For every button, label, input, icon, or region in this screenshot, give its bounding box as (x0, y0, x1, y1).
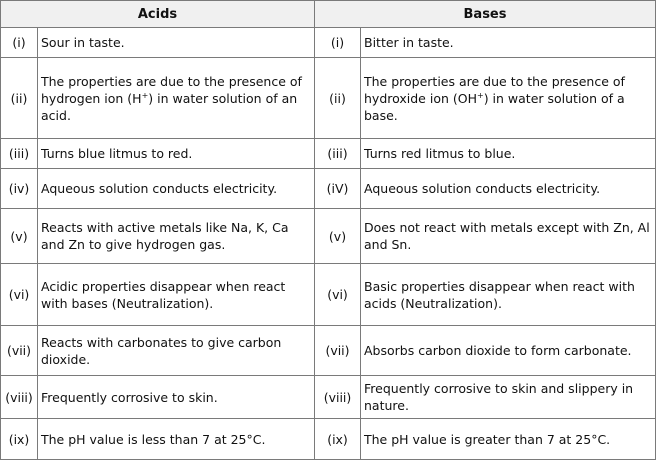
bases-header: Bases (315, 1, 656, 28)
acid-row-number: (ix) (1, 419, 38, 460)
base-row-number: (vi) (315, 264, 361, 326)
base-row-number: (iii) (315, 139, 361, 169)
acid-row-number: (viii) (1, 376, 38, 419)
base-property: Does not react with metals except with Zn, Al and Sn. (361, 209, 656, 264)
acid-row-number: (v) (1, 209, 38, 264)
acid-property: Frequently corrosive to skin. (38, 376, 315, 419)
base-property: Bitter in taste. (361, 28, 656, 58)
acid-property: Aqueous solution conducts electricity. (38, 169, 315, 209)
acid-row-number: (vi) (1, 264, 38, 326)
acid-property: Reacts with carbonates to give carbon dioxide. (38, 326, 315, 376)
base-row-number: (ii) (315, 58, 361, 139)
base-property-text: The properties are due to the presence of hydroxide ion (OH (364, 73, 625, 106)
table-row (1, 28, 656, 58)
acid-row-number: (ii) (1, 58, 38, 139)
acid-property-text: ) in water solution of an acid. (41, 90, 298, 123)
acids-header: Acids (1, 1, 315, 28)
acid-property: Turns blue litmus to red. (38, 139, 315, 169)
base-row-number: (iV) (315, 169, 361, 209)
table-row (1, 58, 656, 139)
base-property: The pH value is greater than 7 at 25°C. (361, 419, 656, 460)
base-property: Frequently corrosive to skin and slippery in nature. (361, 376, 656, 419)
base-property-text: ) in water solution of a base. (364, 90, 625, 123)
acid-property: The pH value is less than 7 at 25°C. (38, 419, 315, 460)
base-property: Absorbs carbon dioxide to form carbonate. (361, 326, 656, 376)
base-row-number: (vii) (315, 326, 361, 376)
base-property: Aqueous solution conducts electricity. (361, 169, 656, 209)
table-row (1, 419, 656, 460)
base-property: Basic properties disappear when react with acids (Neutralization). (361, 264, 656, 326)
base-row-number: (v) (315, 209, 361, 264)
acid-property (38, 58, 315, 139)
header-row (1, 1, 656, 28)
base-property: Turns red litmus to blue. (361, 139, 656, 169)
table-row (1, 139, 656, 169)
hydroxide-ion-charge: + (476, 90, 484, 100)
base-row-number: (ix) (315, 419, 361, 460)
acid-property: Sour in taste. (38, 28, 315, 58)
acid-property-text: The properties are due to the presence of hydrogen ion (H (41, 73, 302, 106)
base-row-number: (i) (315, 28, 361, 58)
table-row (1, 209, 656, 264)
acid-property: Reacts with active metals like Na, K, Ca and Zn to give hydrogen gas. (38, 209, 315, 264)
acid-row-number: (iv) (1, 169, 38, 209)
hydrogen-ion-charge: + (141, 90, 149, 100)
table-row (1, 326, 656, 376)
table-row (1, 264, 656, 326)
table-row (1, 376, 656, 419)
base-row-number: (viii) (315, 376, 361, 419)
acid-property: Acidic properties disappear when react with bases (Neutralization). (38, 264, 315, 326)
acid-row-number: (iii) (1, 139, 38, 169)
table-row (1, 169, 656, 209)
acid-row-number: (vii) (1, 326, 38, 376)
base-property (361, 58, 656, 139)
acid-row-number: (i) (1, 28, 38, 58)
